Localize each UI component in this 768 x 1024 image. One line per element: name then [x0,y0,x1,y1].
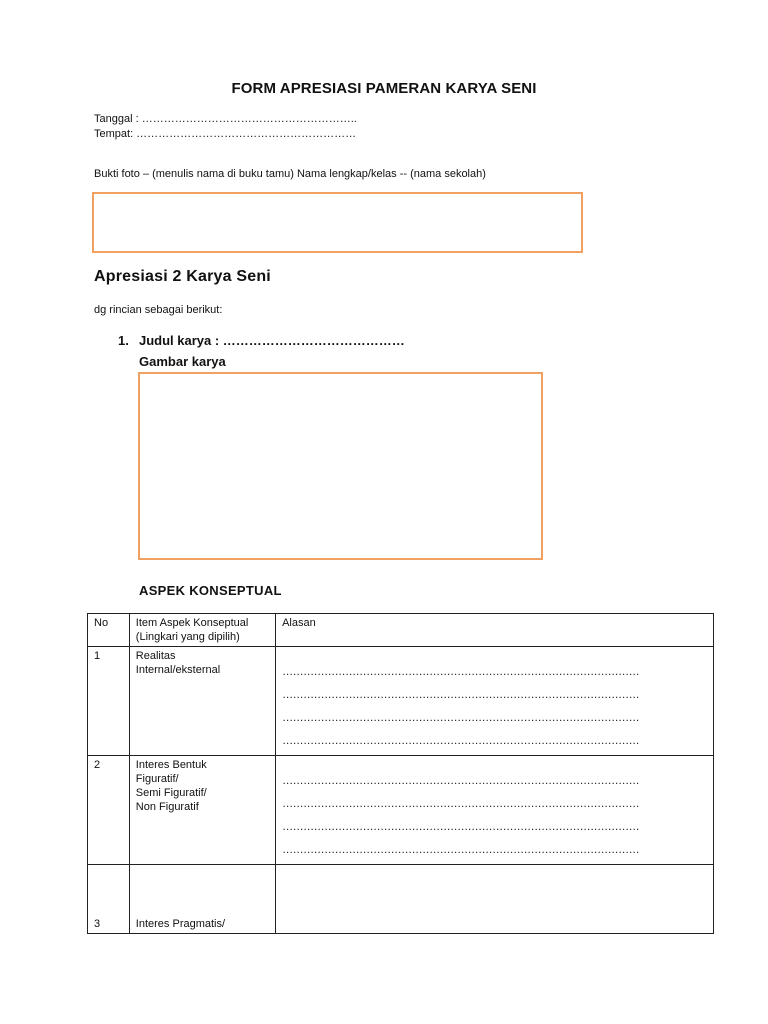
row-no: 2 [88,756,130,865]
alasan-dotted-line: ………………………………………………………………………………………… [282,735,640,747]
aspek-konseptual-title: ASPEK KONSEPTUAL [139,583,282,598]
row-item-line: Semi Figuratif/ [135,787,207,799]
row-alasan[interactable] [276,865,714,934]
rincian-text: dg rincian sebagai berikut: [94,304,223,316]
aspek-konseptual-table [87,613,714,934]
row-item-line: Non Figuratif [135,801,199,813]
alasan-dotted-line: ………………………………………………………………………………………… [282,775,640,787]
row-item-line: Interes Pragmatis/ [135,918,226,930]
row-item [129,756,275,865]
row-item [129,647,275,756]
section-title: Apresiasi 2 Karya Seni [94,268,271,285]
alasan-dotted-line: ………………………………………………………………………………………… [282,712,640,724]
row-no-text: 3 [94,918,101,930]
karya-number: 1. [118,333,129,348]
bukti-foto-box [92,192,583,253]
alasan-dotted-line: ………………………………………………………………………………………… [282,821,640,833]
row-alasan[interactable] [276,756,714,865]
row-item-line: Figuratif/ [135,773,179,785]
tempat-field: Tempat: …………………………………………………… [94,128,357,140]
header-item-line: Item Aspek Konseptual [135,617,249,629]
table-row [88,647,714,756]
row-item-line: Realitas [135,650,176,662]
row-item-line: Internal/eksternal [135,664,221,676]
header-no: No [88,614,130,647]
tanggal-field: Tanggal : ………………………………………………….. [94,113,357,125]
bukti-foto-instruction: Bukti foto – (menulis nama di buku tamu) Nama lengkap/kelas -- (nama sekolah) [94,168,486,180]
judul-karya-line [118,333,405,348]
table-row [88,756,714,865]
alasan-dotted-line: ………………………………………………………………………………………… [282,666,640,678]
table-row [88,865,714,934]
row-alasan[interactable] [276,647,714,756]
gambar-karya-box [138,372,543,560]
row-item [129,865,275,934]
alasan-dotted-line: ………………………………………………………………………………………… [282,689,640,701]
header-item [129,614,275,647]
row-no: 1 [88,647,130,756]
alasan-dotted-line: ………………………………………………………………………………………… [282,798,640,810]
row-item-line: Interes Bentuk [135,759,207,771]
header-item-line: (Lingkari yang dipilih) [135,631,240,643]
table-header-row [88,614,714,647]
row-no [88,865,130,934]
form-title: FORM APRESIASI PAMERAN KARYA SENI [231,80,537,97]
header-alasan: Alasan [276,614,714,647]
judul-karya-label: Judul karya : …………………………………… [139,333,405,348]
gambar-karya-label: Gambar karya [139,354,226,369]
alasan-dotted-line: ………………………………………………………………………………………… [282,844,640,856]
